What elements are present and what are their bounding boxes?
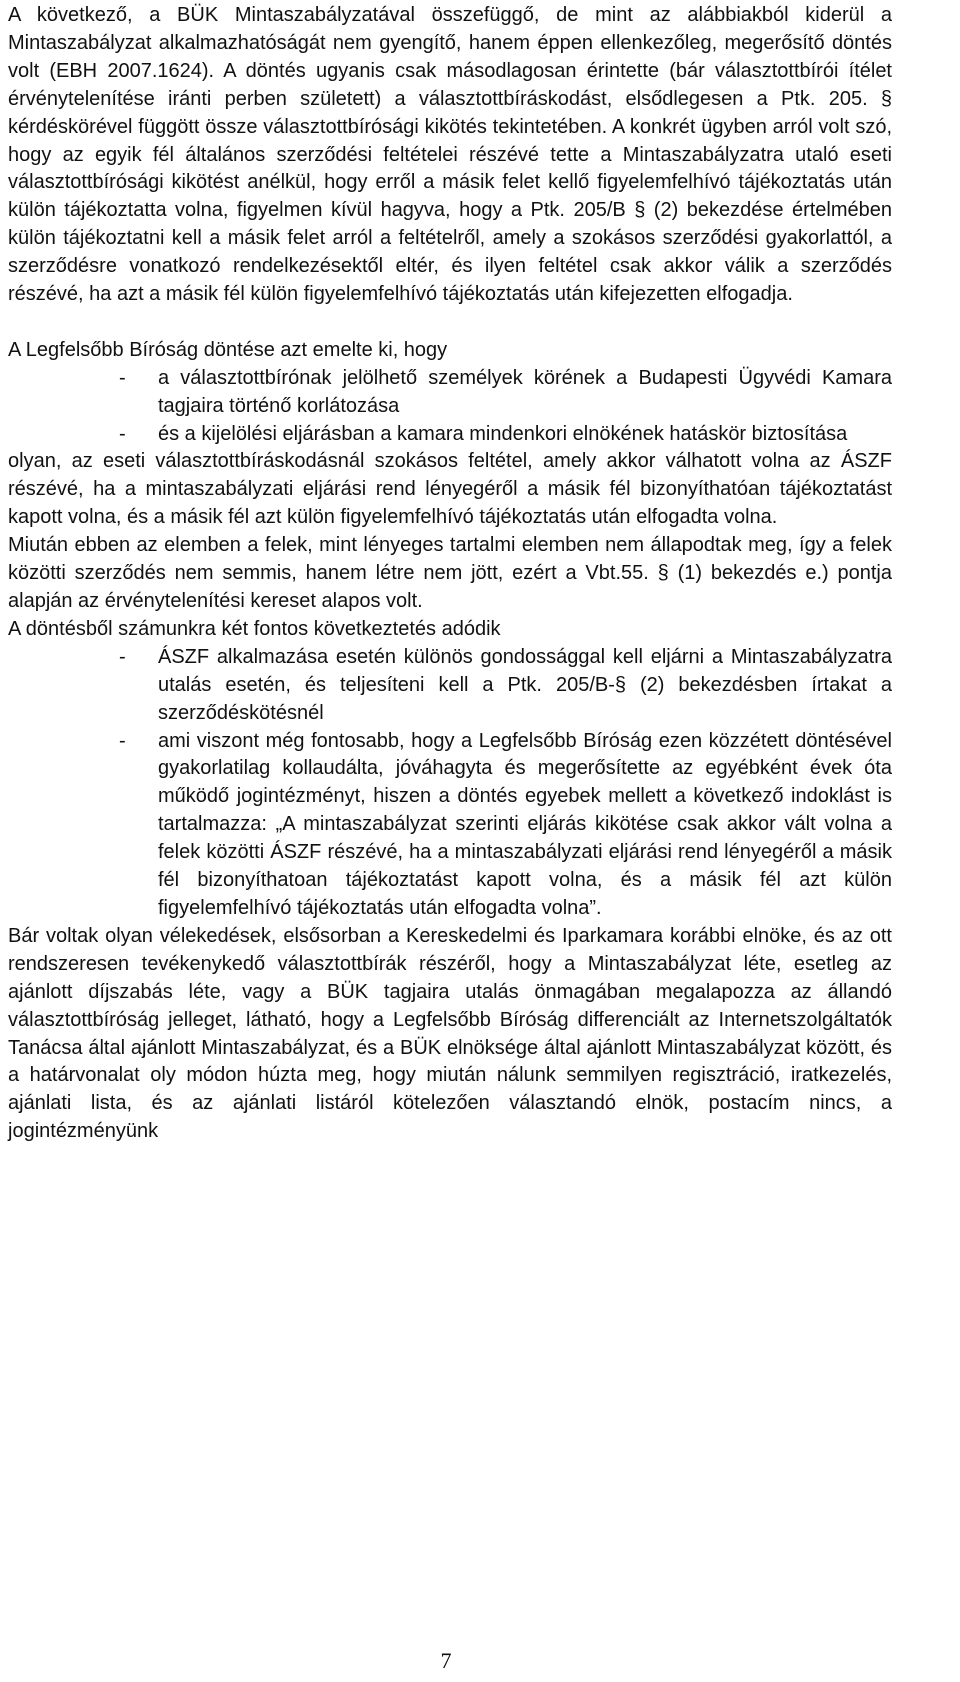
list-item <box>8 644 892 728</box>
list-item <box>8 728 892 923</box>
paragraph-conclusions-intro: A döntésből számunkra két fontos következtetés adódik <box>8 617 501 640</box>
list-dash: - <box>119 729 126 752</box>
list-item <box>8 365 892 421</box>
paragraph-aszf-condition: olyan, az eseti választottbíráskodásnál szokásos feltétel, amely akkor válhatott volna az ÁSZF részévé, ha a mintaszabályzati eljárási rend lényegéről a másik fél bizonyíthatóan tájékoztatást kapott volna, és a másik fél azt külön figyelemfelhívó tájékoztatás után elfogadta volna. <box>8 450 892 529</box>
page-number: 7 <box>440 1648 452 1673</box>
list-item-text: ami viszont még fontosabb, hogy a Legfelsőbb Bíróság ezen közzétett döntésével gyakorlatilag kollaudálta, jóváhagyta és megerősítette az egyébként évek óta működő jogintézményt, hiszen a döntés egyebek mellett a következő indoklást is tartalmazza: „A mintaszabályzat szerinti eljárás kikötése csak akkor vált volna a felek közötti ÁSZF részévé, ha a mintaszabályzati eljárási rend lényegéről a másik fél bizonyíthatoan tájékoztatást kapott volna, és a másik fél azt külön figyelemfelhívó tájékoztatás után elfogadta volna”. <box>158 729 892 919</box>
paragraph-ebh-decision: A következő, a BÜK Mintaszabályzatával összefüggő, de mint az alábbiakból kiderül a Mintaszabályzat alkalmazhatóságát nem gyengítő, hanem éppen ellenkezőleg, megerősítő döntés volt (EBH 2007.1624). A döntés ugyanis csak másodlagosan érintette (bár választottbírói ítélet érvénytelenítése iránti perben született) a választottbíráskodást, elsődlegesen a Ptk. 205. § kérdéskörével függött össze választottbírósági kikötés tekintetében. A konkrét ügyben arról volt szó, hogy az egyik fél általános szerződési feltételei részévé tette a Mintaszabályzatra utaló eseti választottbírósági kikötést anélkül, hogy erről a másik felet kellő figyelemfelhívó tájékoztatás után külön tájékoztatta volna, figyelmen kívül hagyva, hogy a Ptk. 205/B § (2) bekezdése értelmében külön tájékoztatni kell a másik felet arról a feltételről, amely a szokásos szerződési gyakorlattól, a szerződésre vonatkozó rendelkezésektől eltér, és ilyen feltétel csak akkor válik a szerződés részévé, ha azt a másik fél külön figyelemfelhívó tájékoztatás után kifejezetten elfogadja. <box>8 4 892 306</box>
list-dash: - <box>119 422 126 445</box>
paragraph-spacer <box>8 309 892 337</box>
list-item-text: és a kijelölési eljárásban a kamara mindenkori elnökének hatáskör biztosítása <box>158 422 848 445</box>
list-item-text: a választottbírónak jelölhető személyek körének a Budapesti Ügyvédi Kamara tagjaira történő korlátozása <box>158 366 892 417</box>
paragraph-not-concluded: Miután ebben az elemben a felek, mint lényeges tartalmi elemben nem állapodtak meg, így a felek közötti szerződés nem semmis, hanem létre nem jött, ezért a Vbt.55. § (1) bekezdés e.) pontja alapján az érvénytelenítési kereset alapos volt. <box>8 534 892 613</box>
paragraph-chamber-opinions: Bár voltak olyan vélekedések, elsősorban a Kereskedelmi és Iparkamara korábbi elnöke, és az ott rendszeresen tevékenykedő választottbírák részéről, hogy a Mintaszabályzat léte, esetleg az ajánlott díjszabás léte, vagy a BÜK tagjaira utalás önmagában megalapozza az állandó választottbíróság jelleget, látható, hogy a Legfelsőbb Bíróság differenciált az Internetszolgáltatók Tanácsa által ajánlott Mintaszabályzat, és a BÜK elnöksége által ajánlott Mintaszabályzat között, és a határvonalat oly módon húzta meg, hogy miután nálunk semmilyen regisztráció, iratkezelés, ajánlati lista, és az ajánlati listáról kötelezően választandó elnök, postacím nincs, a jogintézményünk <box>8 924 892 1143</box>
list-item-text: ÁSZF alkalmazása esetén különös gondossággal kell eljárni a Mintaszabályzatra utalás esetén, és teljesíteni kell a Ptk. 205/B-§ (2) bekezdésben írtakat a szerződéskötésnél <box>158 645 892 724</box>
document-page <box>8 2 892 1146</box>
paragraph-supreme-court-intro: A Legfelsőbb Bíróság döntése azt emelte ki, hogy <box>8 338 448 361</box>
list-dash: - <box>119 366 126 389</box>
list-item <box>8 421 892 449</box>
list-dash: - <box>119 645 126 668</box>
